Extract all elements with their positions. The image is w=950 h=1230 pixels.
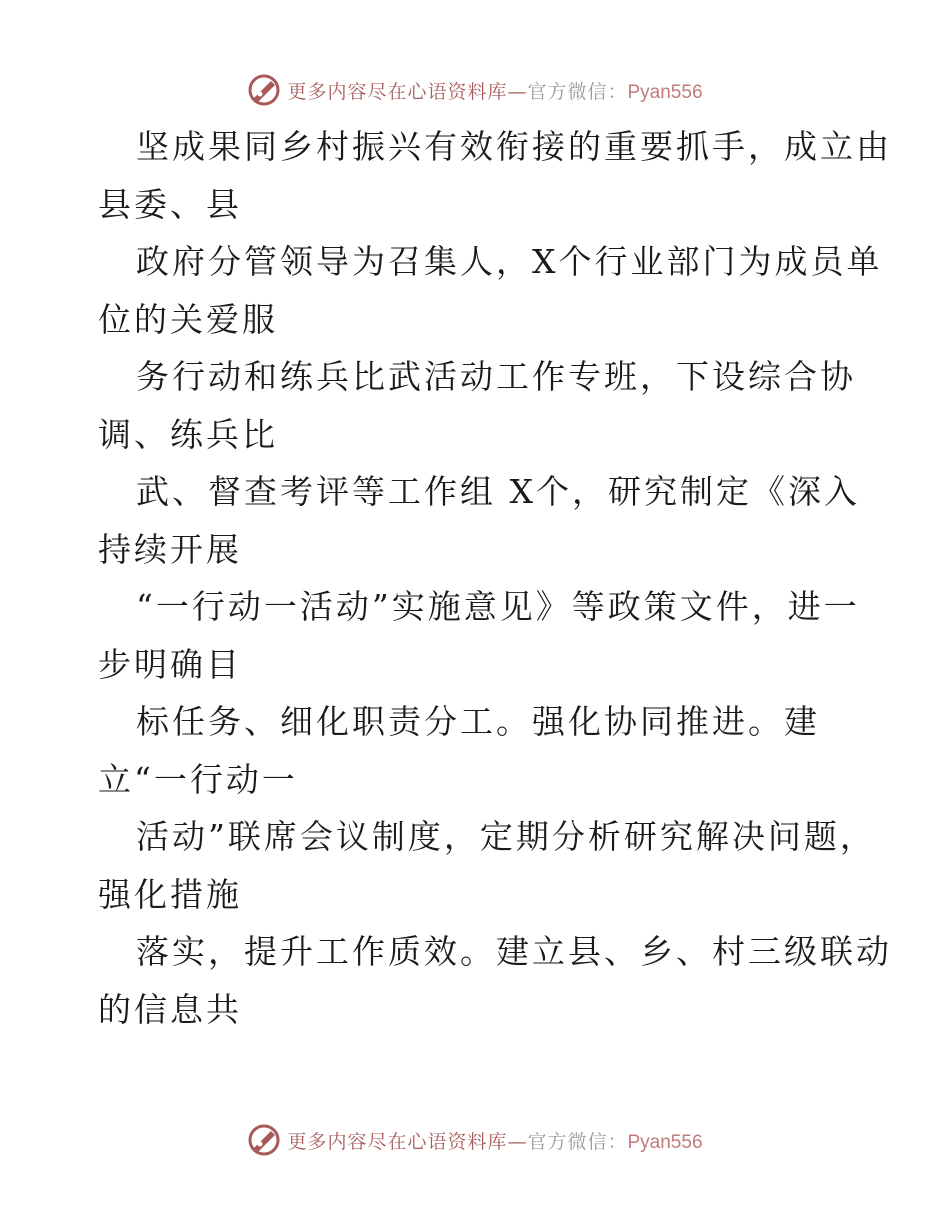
watermark-separator: —: [507, 1130, 528, 1153]
pen-logo-icon: [247, 1123, 281, 1157]
body-line: 落实，提升工作质效。建立县、乡、村三级联动: [136, 932, 892, 971]
watermark-wechat-id: Pyan556: [627, 81, 703, 103]
document-body: [98, 118, 892, 1038]
body-line: 标任务、细化职责分工。强化协同推进。建: [136, 702, 820, 741]
pen-logo-icon: [247, 73, 281, 107]
watermark-text: [287, 77, 702, 104]
body-line: 政府分管领导为召集人，X个行业部门为成员单: [136, 242, 883, 281]
body-line: 立“一行动一: [98, 759, 298, 799]
body-line: 步明确目: [98, 644, 242, 684]
body-line: 务行动和练兵比武活动工作专班，下设综合协: [136, 357, 856, 396]
header-watermark: [0, 70, 950, 110]
body-line: 县委、县: [98, 184, 242, 224]
watermark-text: [287, 1127, 702, 1154]
body-line: 持续开展: [98, 529, 242, 569]
watermark-wechat-id: Pyan556: [627, 1131, 703, 1153]
body-line: 位的关爱服: [98, 299, 278, 339]
body-line: 调、练兵比: [98, 414, 278, 454]
body-line: 的信息共: [98, 989, 242, 1029]
body-line: 活动”联席会议制度，定期分析研究解决问题，: [136, 817, 876, 856]
body-line: 武、督查考评等工作组 X个，研究制定《深入: [136, 472, 860, 511]
footer-watermark: [0, 1120, 950, 1160]
watermark-separator: —: [507, 80, 528, 103]
watermark-wechat-label: 官方微信：: [527, 80, 628, 103]
body-line: 坚成果同乡村振兴有效衔接的重要抓手，成立由: [136, 127, 892, 166]
watermark-prefix: 更多内容尽在心语资料库: [287, 80, 508, 103]
watermark-prefix: 更多内容尽在心语资料库: [287, 1130, 508, 1153]
body-line: “一行动一活动”实施意见》等政策文件，进一: [136, 587, 860, 626]
watermark-wechat-label: 官方微信：: [527, 1130, 628, 1153]
body-line: 强化措施: [98, 874, 242, 914]
